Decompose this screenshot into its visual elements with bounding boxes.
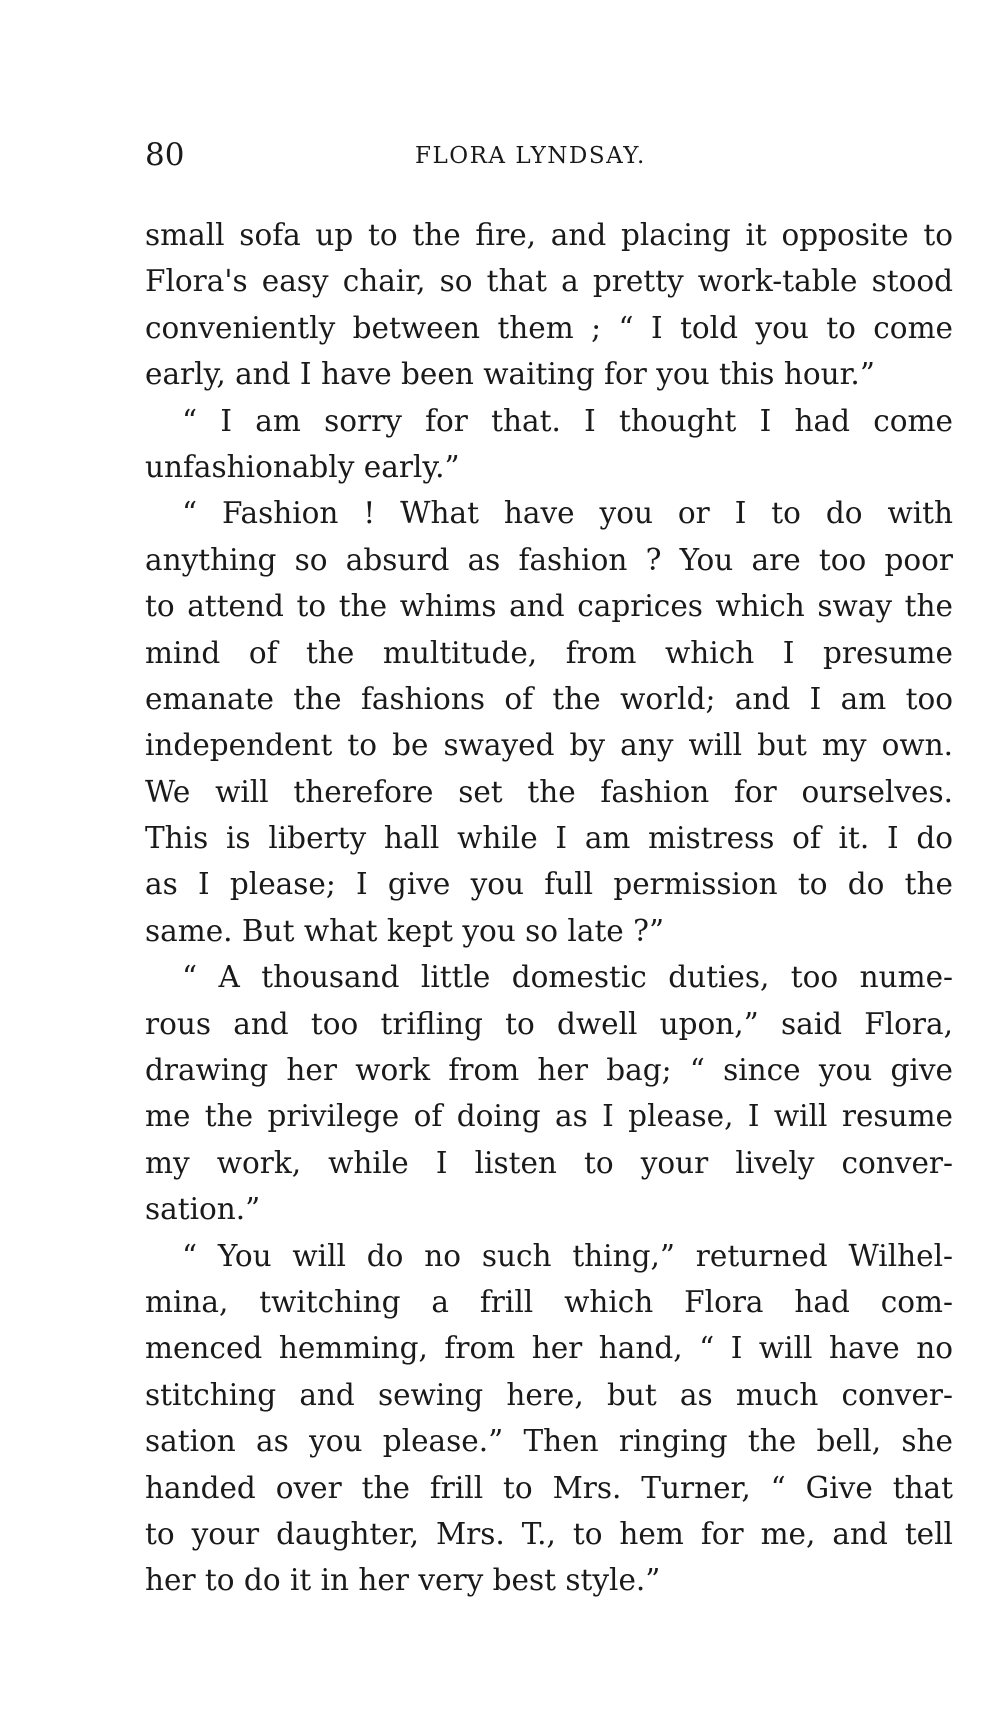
text-line: This is liberty hall while I am mistress of it. I do [145,821,953,856]
text-line: same. But what kept you so late ?” [145,913,665,948]
page-number: 80 [145,137,185,173]
text-line: menced hemming, from her hand, “ I will have no [145,1331,953,1366]
text-line: sation.” [145,1192,261,1227]
text-line: sation as you please.” Then ringing the bell, she [145,1424,953,1459]
text-line: independent to be swayed by any will but my own. [145,728,953,763]
text-line: her to do it in her very best style.” [145,1563,661,1598]
text-line: early, and I have been waiting for you this hour.” [145,357,875,392]
text-line: “ Fashion ! What have you or I to do with [182,496,953,531]
paragraph [145,398,953,491]
text-line: unfashionably early.” [145,449,460,484]
text-line: rous and too trifling to dwell upon,” said Flora, [145,1006,953,1041]
page-header [145,135,960,185]
text-line: to your daughter, Mrs. T., to hem for me, and tell [145,1516,953,1551]
text-line: stitching and sewing here, but as much conver- [145,1377,953,1412]
body-text [145,212,953,1604]
paragraph [145,490,953,954]
paragraph [145,954,953,1232]
text-line: my work, while I listen to your lively conver- [145,1145,953,1180]
text-line: emanate the fashions of the world; and I am too [145,681,953,716]
text-line: We will therefore set the fashion for ourselves. [145,774,953,809]
text-line: conveniently between them ; “ I told you to come [145,310,953,345]
text-line: anything so absurd as fashion ? You are too poor [145,542,953,577]
text-line: small sofa up to the fire, and placing it opposite to [145,218,953,252]
running-title: FLORA LYNDSAY. [415,143,646,169]
text-line: handed over the frill to Mrs. Turner, “ Give that [145,1470,953,1505]
text-line: “ I am sorry for that. I thought I had come [182,403,953,438]
text-line: me the privilege of doing as I please, I will resume [145,1099,953,1134]
text-line: to attend to the whims and caprices which sway the [145,589,953,624]
paragraph [145,1233,953,1604]
paragraph [145,212,953,398]
text-line: as I please; I give you full permission to do the [145,867,953,902]
text-line: mina, twitching a frill which Flora had com- [145,1284,953,1319]
text-line: Flora's easy chair, so that a pretty work-table stood [145,264,953,299]
text-line: mind of the multitude, from which I presume [145,635,953,670]
text-line: “ A thousand little domestic duties, too nume- [182,960,953,995]
text-line: “ You will do no such thing,” returned Wilhel- [182,1238,953,1273]
text-line: drawing her work from her bag; “ since you give [145,1053,953,1088]
